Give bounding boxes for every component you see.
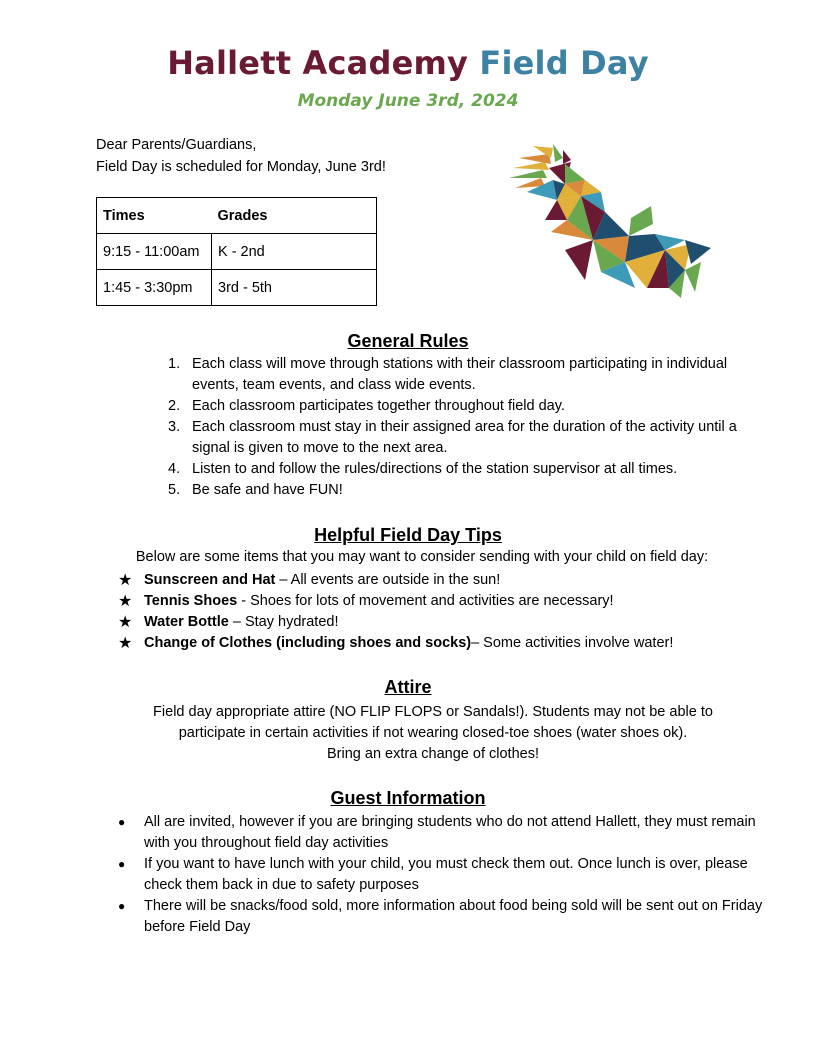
geometric-eagle-icon — [505, 140, 715, 300]
tip-title: Tennis Shoes — [144, 593, 238, 609]
tip-text: - Shoes for lots of movement and activities are necessary! — [237, 593, 614, 609]
list-item — [160, 396, 760, 417]
list-number: 2. — [168, 398, 181, 414]
list-text: Each classroom participates together throughout field day. — [192, 398, 565, 414]
attire-text — [0, 702, 816, 765]
list-number: 4. — [168, 461, 181, 477]
list-number: 5. — [168, 482, 181, 498]
tips-list — [118, 570, 758, 654]
time-cell: 1:45 - 3:30pm — [97, 270, 212, 306]
star-icon: ★ — [118, 572, 133, 589]
bullet-icon: ● — [118, 857, 126, 871]
list-item — [118, 612, 758, 633]
tips-heading: Helpful Field Day Tips — [314, 525, 502, 545]
attire-line: participate in certain activities if not wearing closed-toe shoes (water shoes ok). — [178, 725, 688, 741]
tip-text: – Stay hydrated! — [228, 614, 339, 630]
tip-text: – All events are outside in the sun! — [275, 572, 501, 588]
list-item — [118, 854, 778, 896]
greeting — [96, 134, 386, 178]
tip-title: Water Bottle — [144, 614, 229, 630]
tip-title: Sunscreen and Hat — [144, 572, 276, 588]
general-rules-heading: General Rules — [347, 331, 469, 351]
header-times: Times — [97, 198, 212, 234]
list-text: Be safe and have FUN! — [192, 482, 343, 498]
list-number: 3. — [168, 419, 181, 435]
list-number: 1. — [168, 356, 181, 372]
schedule-table — [96, 197, 377, 306]
general-rules-list — [160, 354, 760, 501]
list-item — [160, 417, 760, 459]
bullet-icon: ● — [118, 815, 126, 829]
page-title — [0, 44, 816, 82]
event-date: Monday June 3rd, 2024 — [297, 91, 519, 111]
list-text: Listen to and follow the rules/directions of the station supervisor at all times. — [192, 461, 678, 477]
table-row — [97, 234, 377, 270]
time-cell: 9:15 - 11:00am — [97, 234, 212, 270]
list-text: If you want to have lunch with your child, you must check them out. Once lunch is over, please check them back in due to safety purposes — [144, 856, 748, 893]
star-icon: ★ — [118, 593, 133, 610]
list-text: Each classroom must stay in their assigned area for the duration of the activity until a signal is given to move to the next area. — [192, 419, 737, 456]
list-item — [160, 480, 760, 501]
list-item — [118, 896, 778, 938]
list-item — [118, 570, 758, 591]
tips-intro: Below are some items that you may want to consider sending with your child on field day: — [135, 549, 709, 565]
star-icon: ★ — [118, 635, 133, 652]
list-item — [160, 354, 760, 396]
tip-title: Change of Clothes (including shoes and socks) — [144, 635, 472, 651]
intro-text: Field Day is scheduled for Monday, June 3rd! — [96, 159, 386, 175]
list-text: There will be snacks/food sold, more information about food being sold will be sent out on Friday before Field Day — [144, 898, 763, 935]
list-item — [118, 633, 758, 654]
star-icon: ★ — [118, 614, 133, 631]
guest-info-heading: Guest Information — [330, 788, 486, 808]
salutation: Dear Parents/Guardians, — [96, 137, 257, 153]
list-item — [118, 812, 778, 854]
list-text: Each class will move through stations with their classroom participating in individual events, team events, and class wide events. — [192, 356, 728, 393]
title-school-name: Hallett Academy — [167, 44, 469, 82]
title-event-name: Field Day — [479, 44, 649, 82]
list-item — [160, 459, 760, 480]
attire-line: Bring an extra change of clothes! — [327, 746, 539, 762]
list-item — [118, 591, 758, 612]
guest-info-list — [118, 812, 778, 938]
tip-text: – Some activities involve water! — [471, 635, 674, 651]
table-header-row — [97, 198, 377, 234]
grade-cell: K - 2nd — [212, 234, 377, 270]
table-row — [97, 270, 377, 306]
header-grades: Grades — [212, 198, 377, 234]
attire-line: Field day appropriate attire (NO FLIP FLOPS or Sandals!). Students may not be able to — [153, 704, 713, 720]
attire-heading: Attire — [384, 677, 432, 697]
grade-cell: 3rd - 5th — [212, 270, 377, 306]
list-text: All are invited, however if you are bringing students who do not attend Hallett, they must remain with you throughout field day activities — [144, 814, 756, 851]
bullet-icon: ● — [118, 899, 126, 913]
